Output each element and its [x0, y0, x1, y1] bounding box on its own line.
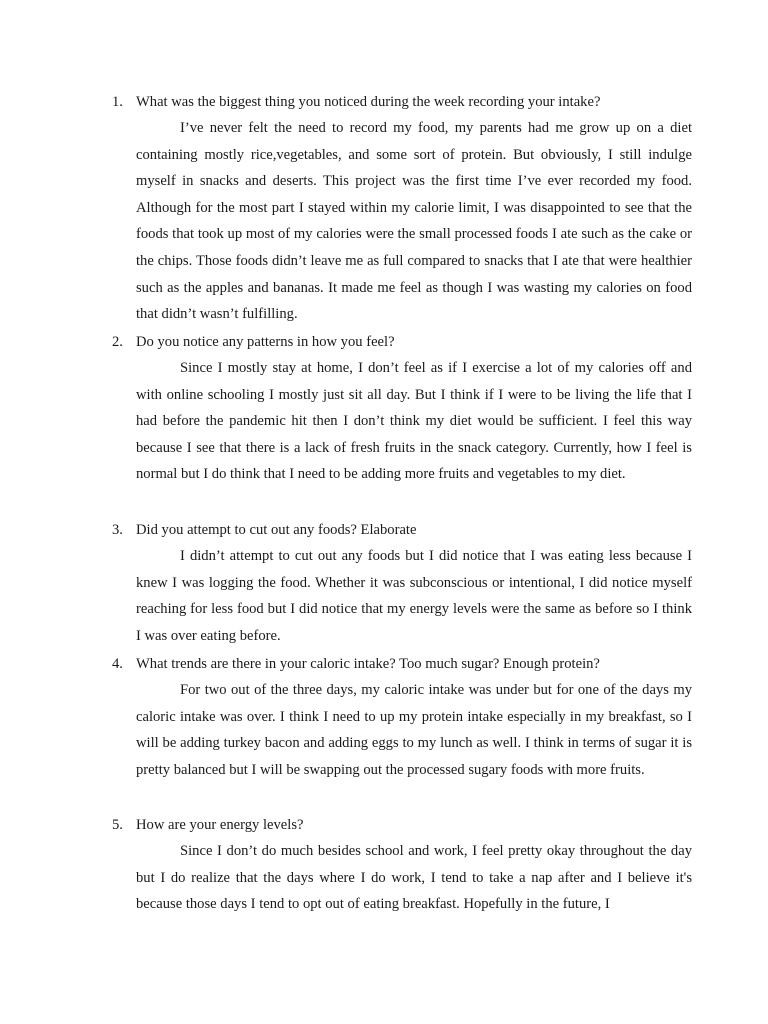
answer-3: I didn’t attempt to cut out any foods but I did notice that I was eating less because I knew I was logging the food. Whether it was subconscious or intentional, I did notice myself reaching for less food but I did notice that my energy levels were the same as before so I think I was over eating before. [136, 548, 692, 644]
answer-1: I’ve never felt the need to record my food, my parents had me grow up on a diet containing mostly rice,vegetables, and some sort of protein. But obviously, I still indulge myself in snacks and deserts. This project was the first time I’ve ever recorded my food. Although for the most part I stayed within my calorie limit, I was disappointed to see that the foods that took up most of my calories were the small processed foods I ate such as the cake or the chips. Those foods didn’t leave me as full compared to snacks that I ate that were healthier such as the apples and bananas. It made me feel as though I was wasting my calories on food that didn’t wasn’t fulfilling. [136, 120, 692, 323]
answer-4: For two out of the three days, my caloric intake was under but for one of the days my caloric intake was over. I think I need to up my protein intake especially in my breakfast, so I will be adding turkey bacon and adding eggs to my lunch as well. I think in terms of sugar it is pretty balanced but I will be swapping out the processed sugary foods with more fruits. [136, 682, 692, 778]
question-text: Do you notice any patterns in how you feel? [136, 334, 395, 350]
question-number: 4. [112, 656, 123, 672]
question-4 [0, 651, 768, 677]
question-number: 3. [112, 522, 123, 538]
question-5 [0, 812, 768, 838]
question-2 [0, 329, 768, 355]
question-number: 2. [112, 334, 123, 350]
question-3 [0, 517, 768, 543]
question-text: What was the biggest thing you noticed during the week recording your intake? [136, 94, 601, 110]
question-number: 5. [112, 817, 123, 833]
question-text: Did you attempt to cut out any foods? Elaborate [136, 522, 417, 538]
question-text: How are your energy levels? [136, 817, 304, 833]
question-1 [0, 89, 768, 115]
answer-2: Since I mostly stay at home, I don’t feel as if I exercise a lot of my calories off and with online schooling I mostly just sit all day. But I think if I were to be living the life that I had before the pandemic hit then I don’t think my diet would be sufficient. I feel this way because I see that there is a lack of fresh fruits in the snack category. Currently, how I feel is normal but I do think that I need to be adding more fruits and vegetables to my diet. [136, 360, 692, 483]
question-text: What trends are there in your caloric intake? Too much sugar? Enough protein? [136, 656, 600, 672]
answer-5: Since I don’t do much besides school and work, I feel pretty okay throughout the day but I do realize that the days where I do work, I tend to take a nap after and I believe it's because those days I tend to opt out of eating breakfast. Hopefully in the future, I [136, 843, 692, 913]
question-number: 1. [112, 94, 123, 110]
